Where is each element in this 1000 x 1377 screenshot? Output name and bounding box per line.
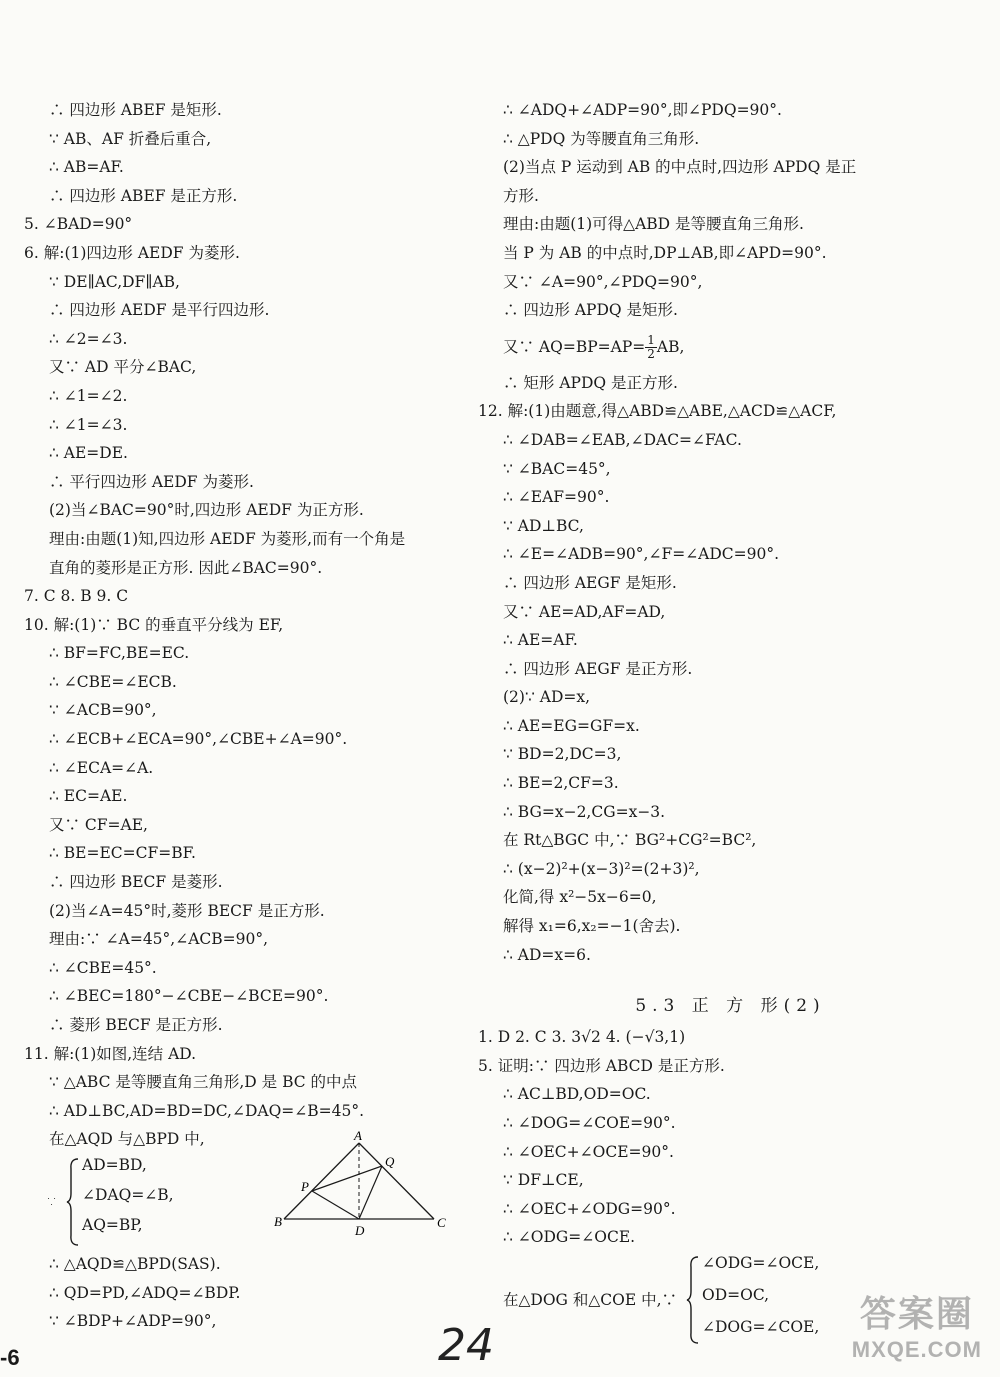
left-text-line: ∴ AB=AF. (49, 158, 124, 177)
left-system-line-3: AQ=BP, (82, 1215, 143, 1234)
right-text-line: 12. 解:(1)由题意,得△ABD≌△ABE,△ACD≌△ACF, (478, 402, 837, 421)
right-text-line: ∴ 矩形 APDQ 是正方形. (503, 373, 678, 392)
left-column (24, 96, 474, 1336)
left-brace (66, 1157, 80, 1247)
right-text-line: ∴ 四边形 AEGF 是矩形. (503, 573, 677, 592)
right-column (478, 96, 983, 1348)
fig-label-A: A (354, 1128, 362, 1143)
brace-symbol: ∵ (48, 1191, 59, 1211)
left-text-line: ∴ ∠CBE=45°. (49, 958, 157, 977)
right-system-line-2: OD=OC, (702, 1285, 770, 1304)
left-text-line: ∴ 四边形 ABEF 是矩形. (49, 101, 222, 119)
left-text-line: ∴ EC=AE. (49, 787, 128, 806)
fig-label-D: D (355, 1222, 365, 1238)
right-text-line: ∵ ∠BAC=45°, (503, 459, 611, 478)
fraction-line: 又∵ AQ=BP=AP= $\frac{1}{2}$ AB, (503, 333, 685, 362)
left-text-line: (2)当∠A=45°时,菱形 BECF 是正方形. (49, 901, 325, 920)
right-system-prefix: 在△DOG 和△COE 中,∵ (503, 1290, 678, 1309)
right-text-line: 理由:由题(1)可得△ABD 是等腰直角三角形. (503, 215, 804, 234)
right-text-line: 化简,得 x²−5x−6=0, (503, 888, 657, 907)
handwritten-number: 24 (438, 1320, 494, 1371)
right-text-line: ∴ AD=x=6. (503, 945, 591, 964)
right-text-line: ∴ ∠ADQ+∠ADP=90°,即∠PDQ=90°. (503, 101, 782, 119)
right-text-line: ∴ ∠OEC+∠OCE=90°. (503, 1142, 674, 1161)
right-text-line: ∴ 四边形 APDQ 是矩形. (503, 301, 678, 320)
page-number: -6 (0, 1345, 20, 1370)
left-text-line: ∵ DE∥AC,DF∥AB, (49, 272, 180, 291)
left-text-line: ∴ 平行四边形 AEDF 为菱形. (49, 472, 254, 491)
right-system-line-1: ∠ODG=∠OCE, (702, 1253, 820, 1272)
left-tail-text-line: ∴ QD=PD,∠ADQ=∠BDP. (49, 1283, 241, 1302)
right-text-line: ∴ ∠DAB=∠EAB,∠DAC=∠FAC. (503, 430, 742, 449)
left-text-line: ∴ 四边形 BECF 是菱形. (49, 873, 223, 892)
left-text-line: 7. C 8. B 9. C (24, 587, 129, 606)
right-text-line: ∴ (x−2)²+(x−3)²=(2+3)², (503, 859, 700, 878)
left-text-line: ∵ ∠ACB=90°, (49, 701, 157, 720)
left-text-line: ∴ AE=DE. (49, 444, 128, 463)
right-text-line: ∵ DF⊥CE, (503, 1171, 584, 1190)
left-tail-text-line: ∵ ∠BDP+∠ADP=90°, (49, 1312, 217, 1331)
left-system-line-1: AD=BD, (82, 1155, 147, 1174)
left-text-line: ∴ ∠ECB+∠ECA=90°,∠CBE+∠A=90°. (49, 730, 348, 749)
right-text-line: ∵ BD=2,DC=3, (503, 745, 622, 764)
left-text-line: 10. 解:(1)∵ BC 的垂直平分线为 EF, (24, 615, 284, 634)
left-text-line: ∴ AD⊥BC,AD=BD=DC,∠DAQ=∠B=45°. (49, 1101, 365, 1120)
left-text-line: ∴ ∠BEC=180°−∠CBE−∠BCE=90°. (49, 987, 329, 1006)
right-text-line: 5. 证明:∵ 四边形 ABCD 是正方形. (478, 1056, 725, 1075)
right-text-line: ∴ 四边形 AEGF 是正方形. (503, 659, 693, 678)
left-text-line: 理由:∵ ∠A=45°,∠ACB=90°, (49, 930, 269, 949)
right-text-line: ∴ AE=EG=GF=x. (503, 716, 640, 735)
fig-label-Q: Q (385, 1153, 395, 1169)
right-text-line: 方形. (503, 186, 539, 205)
right-text-line: ∴ △PDQ 为等腰直角三角形. (503, 129, 700, 148)
geometry-figure (274, 1129, 454, 1239)
right-text-line: 又∵ AE=AD,AF=AD, (503, 602, 666, 621)
left-text-line: 理由:由题(1)知,四边形 AEDF 为菱形,而有一个角是 (49, 529, 406, 548)
left-text-line: ∵ AB、AF 折叠后重合, (49, 129, 212, 148)
right-text-line: 在 Rt△BGC 中,∵ BG²+CG²=BC², (503, 831, 757, 850)
left-text-line: ∴ ∠ECA=∠A. (49, 758, 154, 777)
right-text-line: ∵ AD⊥BC, (503, 516, 584, 535)
left-text-line: 在△AQD 与△BPD 中, (49, 1130, 205, 1149)
left-tail-text-line: ∴ △AQD≌△BPD(SAS). (49, 1254, 221, 1273)
left-text-line: 又∵ CF=AE, (49, 815, 148, 834)
left-text-line: 直角的菱形是正方形. 因此∠BAC=90°. (49, 558, 323, 577)
right-system-line-3: ∠DOG=∠COE, (702, 1317, 820, 1336)
left-text-line: 6. 解:(1)四边形 AEDF 为菱形. (24, 243, 240, 262)
left-text-line: ∴ ∠CBE=∠ECB. (49, 672, 177, 691)
left-text-line: 11. 解:(1)如图,连结 AD. (24, 1044, 197, 1063)
right-text-line: ∴ ∠ODG=∠OCE. (503, 1228, 636, 1247)
right-text-line: ∴ ∠DOG=∠COE=90°. (503, 1114, 676, 1132)
right-text-line: 解得 x₁=6,x₂=−1(舍去). (503, 917, 681, 936)
left-text-line: 又∵ AD 平分∠BAC, (49, 358, 197, 377)
watermark-url: MXQE.COM (851, 1337, 982, 1362)
right-text-line: ∴ ∠E=∠ADB=90°,∠F=∠ADC=90°. (503, 545, 780, 564)
right-text-line: ∴ AE=AF. (503, 631, 578, 650)
left-text-line: ∴ ∠1=∠2. (49, 386, 128, 405)
right-text-line: ∴ ∠EAF=90°. (503, 488, 610, 507)
right-text-line: 又∵ ∠A=90°,∠PDQ=90°, (503, 272, 703, 291)
right-text-line: ∴ AC⊥BD,OD=OC. (503, 1085, 651, 1104)
right-text-line: ∴ BE=2,CF=3. (503, 774, 619, 793)
right-text-line: ∴ ∠OEC+∠ODG=90°. (503, 1199, 676, 1218)
left-text-line: ∴ ∠1=∠3. (49, 415, 128, 434)
left-text-line: 5. ∠BAD=90° (24, 215, 133, 234)
left-text-line: ∴ ∠2=∠3. (49, 329, 128, 348)
left-text-line: ∴ BE=EC=CF=BF. (49, 844, 196, 863)
section-heading: 5.3 正 方 形(2) (635, 996, 826, 1017)
right-brace (686, 1255, 700, 1345)
left-text-line: ∴ 四边形 AEDF 是平行四边形. (49, 301, 270, 320)
watermark (852, 1286, 982, 1363)
left-text-line: ∵ △ABC 是等腰直角三角形,D 是 BC 的中点 (49, 1073, 358, 1092)
fig-label-P: P (301, 1178, 309, 1194)
watermark-logo: 答案圈 (859, 1294, 974, 1335)
left-text-line: ∴ 菱形 BECF 是正方形. (49, 1016, 223, 1034)
right-text-line: 当 P 为 AB 的中点时,DP⊥AB,即∠APD=90°. (503, 243, 827, 262)
right-text-line: (2)∵ AD=x, (503, 688, 591, 707)
fraction: $\frac{1}{2}$ (647, 333, 655, 362)
left-system-line-2: ∠DAQ=∠B, (82, 1185, 174, 1204)
right-text-line: ∴ BG=x−2,CG=x−3. (503, 802, 666, 821)
left-text-line: ∴ 四边形 ABEF 是正方形. (49, 186, 238, 205)
right-text-line: (2)当点 P 运动到 AB 的中点时,四边形 APDQ 是正 (503, 158, 857, 177)
fig-label-C: C (437, 1214, 446, 1230)
right-text-line: 1. D 2. C 3. 3√2 4. (−√3,1) (478, 1028, 686, 1047)
left-text-line: (2)当∠BAC=90°时,四边形 AEDF 为正方形. (49, 501, 364, 520)
left-text-line: ∴ BF=FC,BE=EC. (49, 644, 190, 663)
fig-label-B: B (274, 1213, 282, 1229)
